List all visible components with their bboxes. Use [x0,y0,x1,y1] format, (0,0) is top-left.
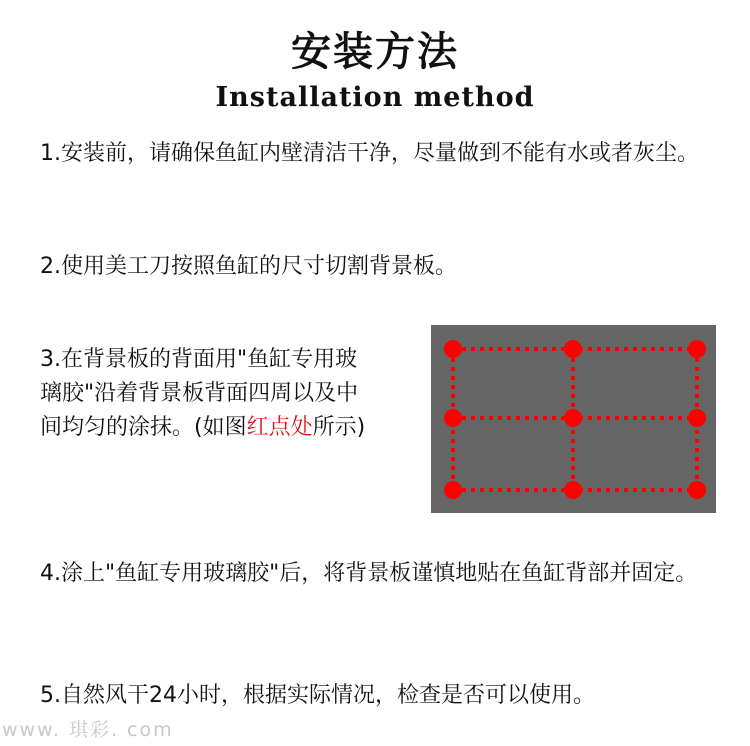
step-1-text: 1.安装前，请确保鱼缸内壁清洁干净，尽量做到不能有水或者灰尘。 [40,141,699,166]
page-subtitle: Installation method [215,82,535,113]
glue-diagram [431,325,716,513]
step-3-text-main: 3.在背景板的背面用"鱼缸专用玻璃胶"沿着背景板背面四周以及中间均匀的涂抹。(如图 [40,347,359,440]
glue-dot [564,340,582,358]
glue-dot [688,481,706,499]
watermark: www. 琪彩. com [2,719,174,741]
page-title: 安装方法 [291,28,459,75]
step-3-text-end: 所示) [312,415,366,440]
glue-dot [688,340,706,358]
step-3-text [40,343,370,445]
step-3-highlight: 红点处 [246,415,313,440]
glue-dot [688,409,706,427]
step-5-text: 5.自然风干24小时，根据实际情况，检查是否可以使用。 [40,683,595,708]
glue-dot [564,481,582,499]
glue-dot [444,340,462,358]
step-4-text: 4.涂上"鱼缸专用玻璃胶"后，将背景板谨慎地贴在鱼缸背部并固定。 [40,561,698,586]
step-2-text: 2.使用美工刀按照鱼缸的尺寸切割背景板。 [40,254,457,279]
glue-dot [444,481,462,499]
glue-dot [564,409,582,427]
glue-dot [444,409,462,427]
